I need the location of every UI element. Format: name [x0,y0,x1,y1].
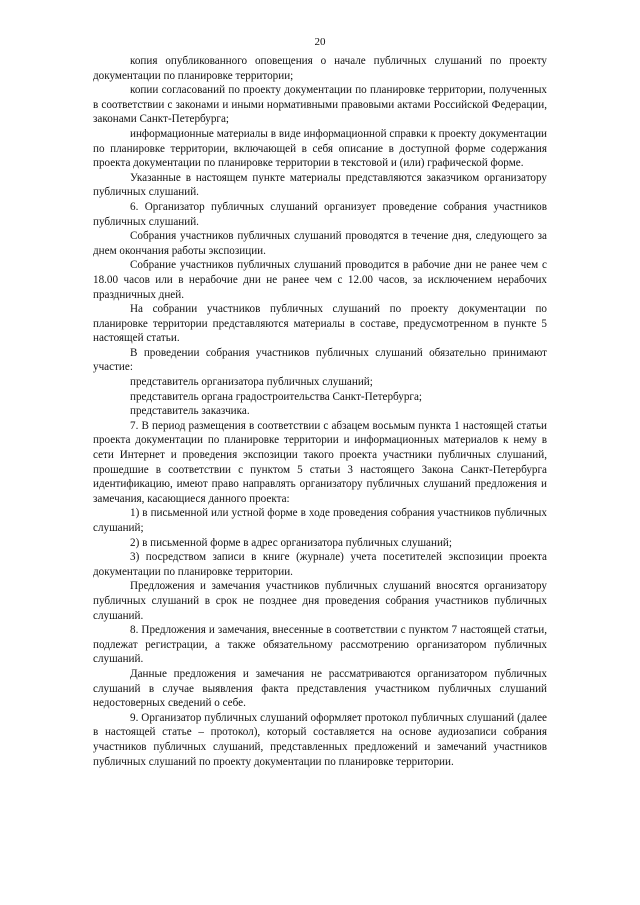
list-item: 3) посредством записи в книге (журнале) учета посетителей экспозиции проекта документации по планировке территории. [93,551,547,578]
paragraph: Данные предложения и замечания не рассматриваются организатором публичных слушаний в случае выявления факта представления участником публичных слушаний недостоверных сведений о себе. [93,667,547,710]
paragraph: 6. Организатор публичных слушаний организует проведение собрания участников публичных слушаний. [93,200,547,228]
paragraph: Собрание участников публичных слушаний проводится в рабочие дни не ранее чем с 18.00 часов или в нерабочие дни не ранее чем с 12.00 часов, за исключением нерабочих праздничных дней. [93,259,547,301]
paragraph: копия опубликованного оповещения о начале публичных слушаний по проекту документации по планировке территории; [93,55,547,82]
paragraph: 8. Предложения и замечания, внесенные в соответствии с пунктом 7 настоящей статьи, подлежат регистрации, а также обязательному рассмотрению организатором публичных слушаний. [93,624,547,666]
paragraph: копии согласований по проекту документации по планировке территории, полученных в соответствии с законами и иными нормативными правовыми актами Российской Федерации, законами Санкт-Петербурга; [93,84,547,126]
paragraph: На собрании участников публичных слушаний по проекту документации по планировке территории представляются материалы в составе, предусмотренном в пункте 5 настоящей статьи. [93,303,547,345]
paragraph: 9. Организатор публичных слушаний оформляет протокол публичных слушаний (далее в настоящей статье – протокол), который составляется на основе аудиозаписи собрания участников публичных слушаний, представленных предложений и замечаний участников публичных слушаний по проекту документации по планировке территории. [93,711,547,768]
paragraph: В проведении собрания участников публичных слушаний обязательно принимают участие: [93,346,547,374]
paragraph: информационные материалы в виде информационной справки к проекту документации по планировке территории, включающей в себя описание в доступной форме содержания проекта документации по планировке территории в текстовой и (или) графической форме. [93,127,547,170]
paragraph: 7. В период размещения в соответствии с абзацем восьмым пункта 1 настоящей статьи проекта документации по планировке территории и информационных материалов к нему в сети Интернет и проведения экспозиции такого проекта участники публичных слушаний, прошедшие в соответствии с пунктом 5 статьи 3 настоящего Закона Санкт-Петербурга идентификацию, имеют право направлять организатору публичных слушаний предложения и замечания, касающиеся данного проекта: [93,419,547,505]
paragraph: Собрания участников публичных слушаний проводятся в течение дня, следующего за днем окончания работы экспозиции. [93,230,547,257]
page-number: 20 [314,36,326,48]
list-item: 2) в письменной форме в адрес организатора публичных слушаний; [130,536,452,549]
list-item: представитель организатора публичных слушаний; [130,376,373,389]
list-item: 1) в письменной или устной форме в ходе проведения собрания участников публичных слушаний; [93,507,547,534]
paragraph: Предложения и замечания участников публичных слушаний вносятся организатору публичных слушаний в срок не позднее дня проведения собрания участников публичных слушаний. [93,580,547,622]
list-item: представитель заказчика. [130,405,250,418]
list-item: представитель органа градостроительства Санкт-Петербурга; [130,390,423,403]
paragraph: Указанные в настоящем пункте материалы представляются заказчиком организатору публичных слушаний. [93,171,547,199]
document-body [93,54,547,769]
